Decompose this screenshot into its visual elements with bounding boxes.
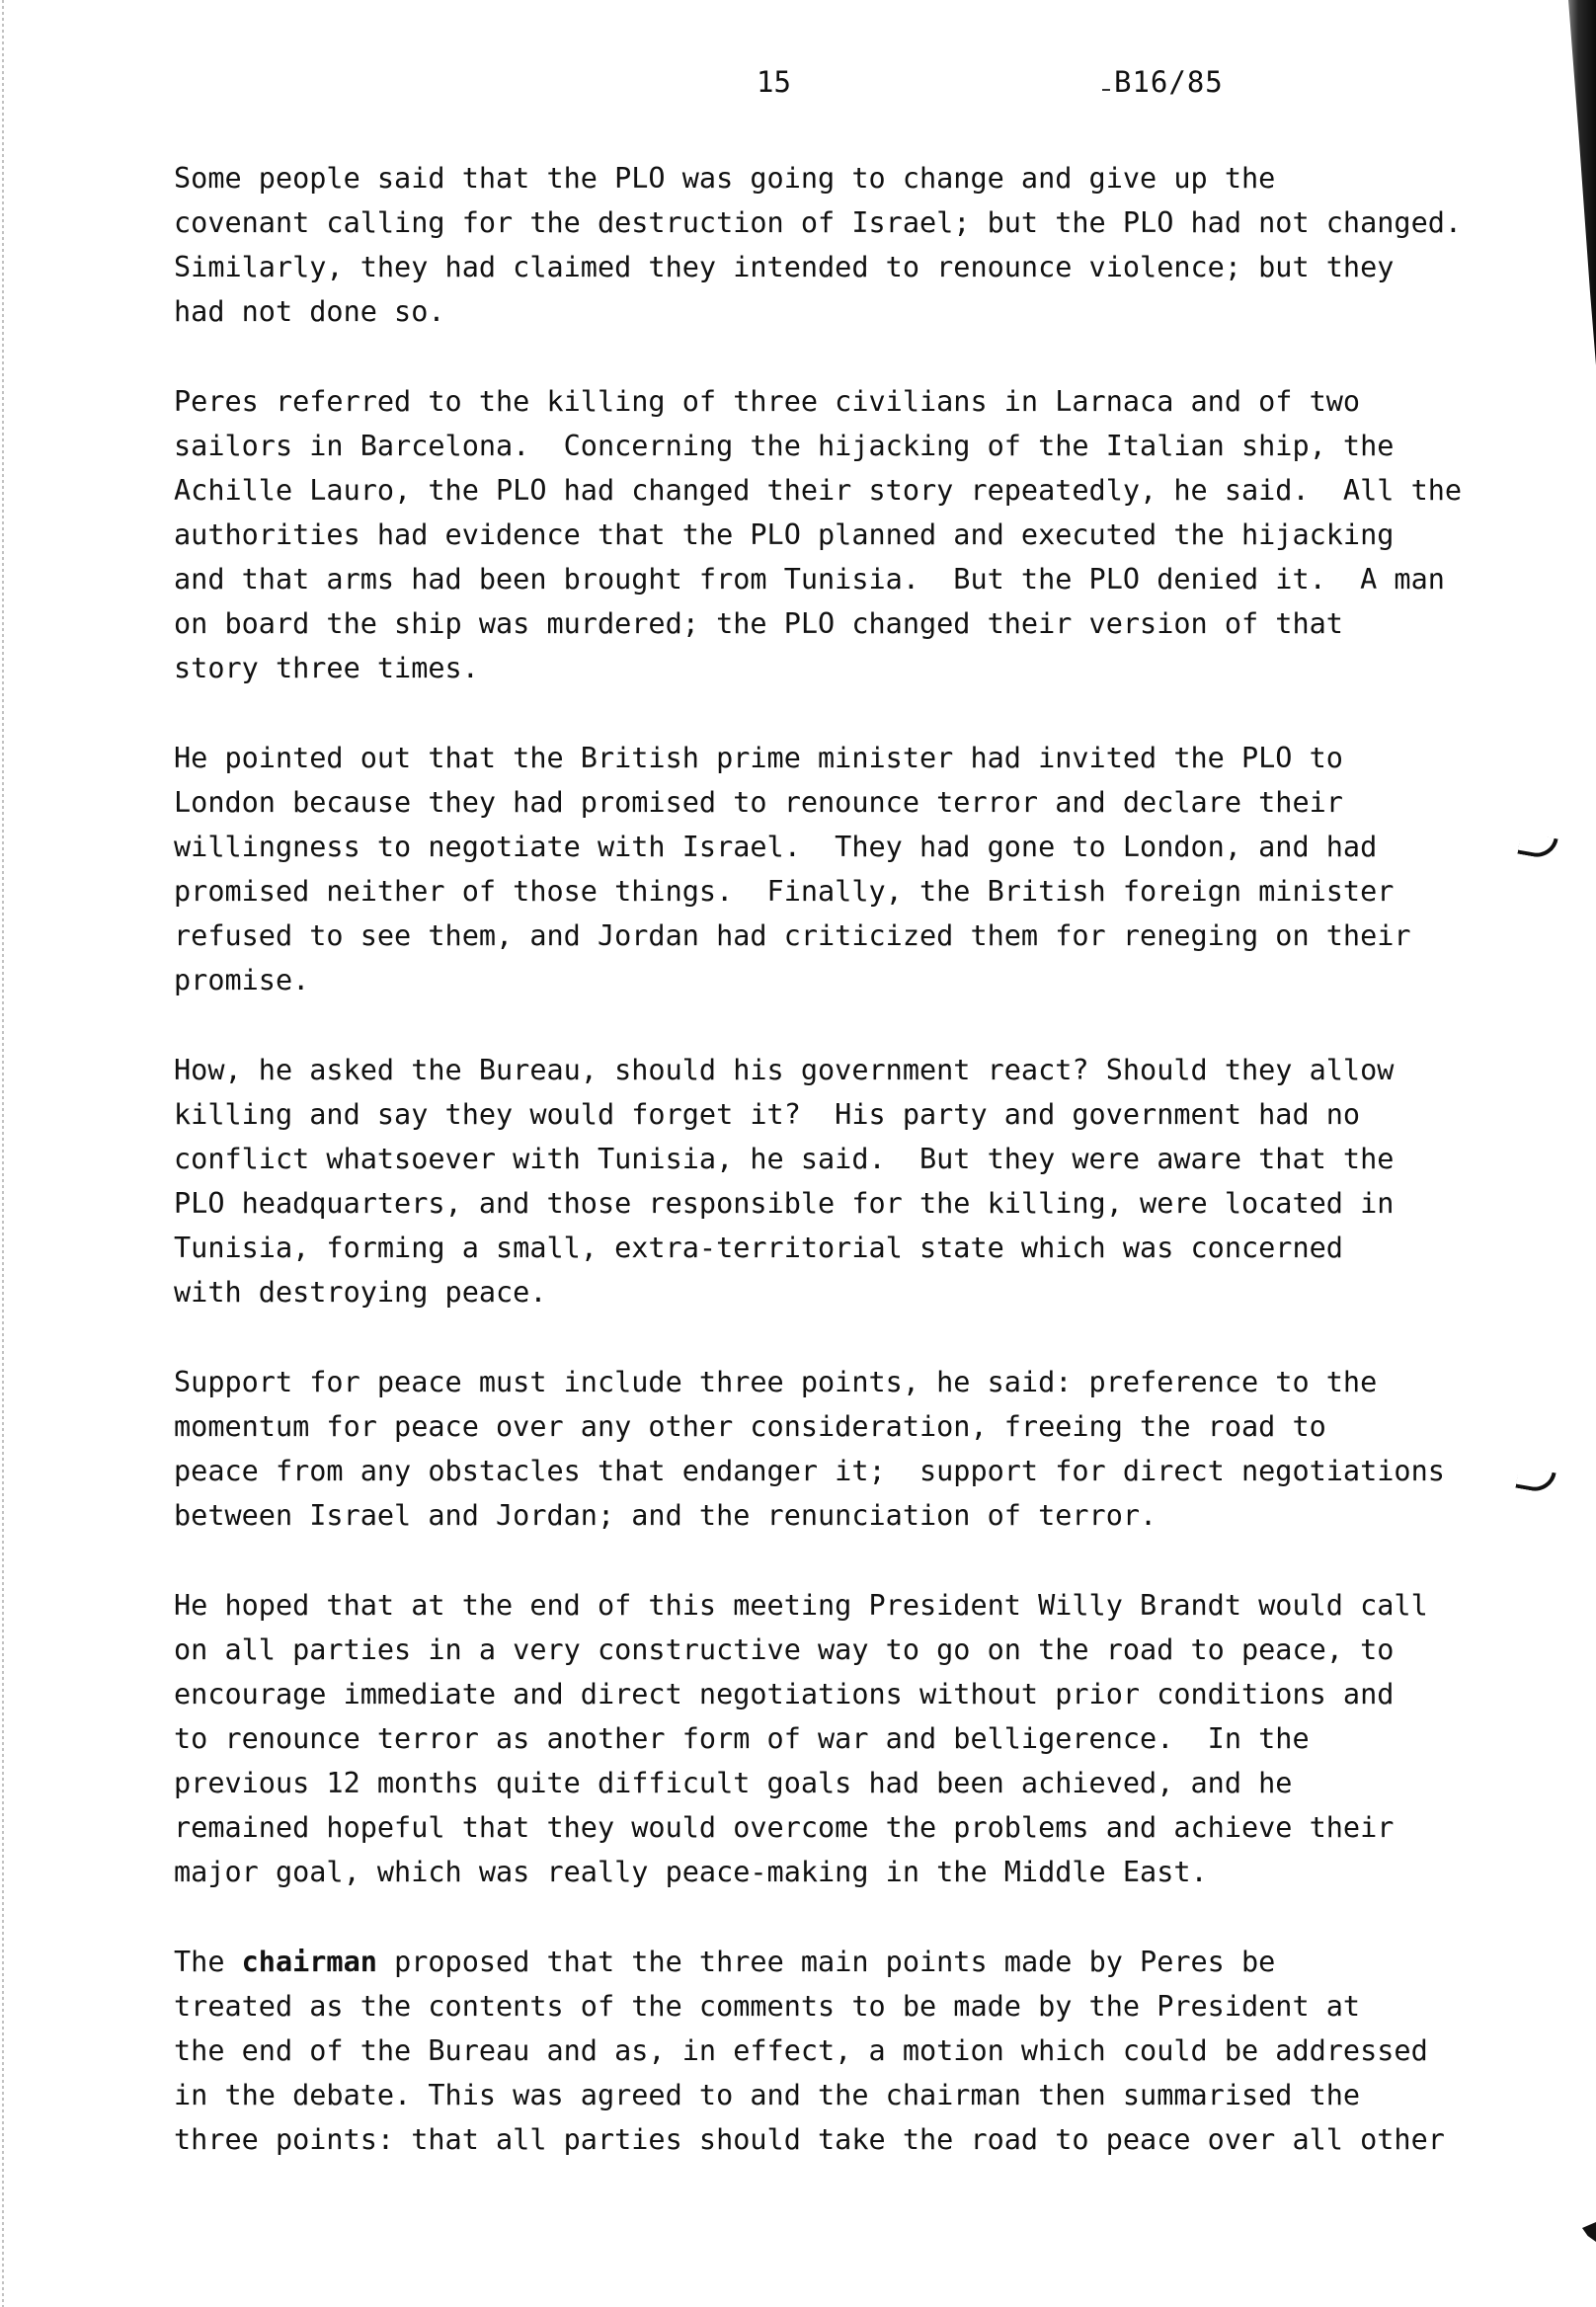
text-line: on board the ship was murdered; the PLO changed their version of that — [174, 607, 1343, 640]
text-line: peace from any obstacles that endanger it; support for direct negotiations — [174, 1455, 1445, 1487]
paragraph — [174, 1940, 1445, 2162]
paragraph — [174, 1048, 1395, 1314]
text-line: the end of the Bureau and as, in effect, a motion which could be addressed — [174, 2034, 1428, 2067]
text-line-rest: proposed that the three main points made by Peres be — [376, 1946, 1276, 1978]
text-line: willingness to negotiate with Israel. They had gone to London, and had — [174, 831, 1378, 863]
text-line: promised neither of those things. Finally, the British foreign minister — [174, 875, 1395, 908]
margin-tick-mark — [1515, 1467, 1556, 1494]
text-line: London because they had promised to renounce terror and declare their — [174, 786, 1343, 819]
speaker-name: chairman — [241, 1946, 377, 1978]
text-line: and that arms had been brought from Tunisia. But the PLO denied it. A man — [174, 563, 1445, 596]
text-line — [174, 1940, 1389, 1984]
page-header — [0, 65, 1596, 105]
text-line: remained hopeful that they would overcome the problems and achieve their — [174, 1811, 1395, 1844]
text-line: authorities had evidence that the PLO planned and executed the hijacking — [174, 518, 1395, 551]
paragraph — [174, 736, 1411, 1002]
text-line: conflict whatsoever with Tunisia, he said. But they were aware that the — [174, 1143, 1395, 1175]
text-lead: The — [174, 1946, 242, 1978]
scan-shadow — [1556, 0, 1596, 365]
text-line: Similarly, they had claimed they intended to renounce violence; but they — [174, 251, 1395, 283]
text-line: on all parties in a very constructive way to go on the road to peace, to — [174, 1633, 1395, 1666]
page-number: 15 — [757, 65, 791, 99]
paragraph — [174, 156, 1463, 334]
margin-tick-mark — [1517, 833, 1557, 860]
text-line: He pointed out that the British prime minister had invited the PLO to — [174, 742, 1343, 774]
text-line: sailors in Barcelona. Concerning the hijacking of the Italian ship, the — [174, 430, 1395, 462]
text-line: in the debate. This was agreed to and the chairman then summarised the — [174, 2079, 1361, 2111]
text-line: previous 12 months quite difficult goals had been achieved, and he — [174, 1767, 1293, 1799]
paragraph — [174, 1583, 1428, 1894]
text-line: story three times. — [174, 652, 479, 684]
scan-corner-mark — [1582, 2222, 1596, 2242]
text-line: three points: that all parties should take the road to peace over all other — [174, 2123, 1445, 2156]
scan-edge-line — [2, 0, 4, 2307]
text-line: refused to see them, and Jordan had criticized them for reneging on their — [174, 919, 1411, 952]
document-reference: B16/85 — [1114, 65, 1224, 99]
text-line: major goal, which was really peace-making in the Middle East. — [174, 1856, 1208, 1888]
text-line: with destroying peace. — [174, 1276, 547, 1309]
text-line: to renounce terror as another form of war and belligerence. In the — [174, 1722, 1310, 1755]
text-line: encourage immediate and direct negotiations without prior conditions and — [174, 1678, 1395, 1710]
text-line: promise. — [174, 964, 310, 996]
text-line: treated as the contents of the comments to be made by the President at — [174, 1990, 1361, 2023]
text-line: Some people said that the PLO was going to change and give up the — [174, 162, 1276, 195]
document-body — [174, 156, 1463, 2207]
text-line: PLO headquarters, and those responsible for the killing, were located in — [174, 1187, 1395, 1220]
text-line: had not done so. — [174, 295, 445, 328]
text-line: covenant calling for the destruction of Israel; but the PLO had not changed. — [174, 206, 1463, 239]
text-line: momentum for peace over any other consideration, freeing the road to — [174, 1410, 1326, 1443]
text-line: killing and say they would forget it? His party and government had no — [174, 1098, 1361, 1131]
text-line: Tunisia, forming a small, extra-territorial state which was concerned — [174, 1232, 1343, 1264]
paragraph — [174, 379, 1463, 690]
paragraph — [174, 1360, 1445, 1538]
text-line: between Israel and Jordan; and the renunciation of terror. — [174, 1499, 1157, 1532]
text-line: How, he asked the Bureau, should his government react? Should they allow — [174, 1054, 1395, 1086]
text-line: Support for peace must include three points, he said: preference to the — [174, 1366, 1378, 1398]
text-line: Peres referred to the killing of three civilians in Larnaca and of two — [174, 385, 1361, 418]
text-line: He hoped that at the end of this meeting President Willy Brandt would call — [174, 1589, 1428, 1622]
text-line: Achille Lauro, the PLO had changed their story repeatedly, he said. All the — [174, 474, 1463, 507]
